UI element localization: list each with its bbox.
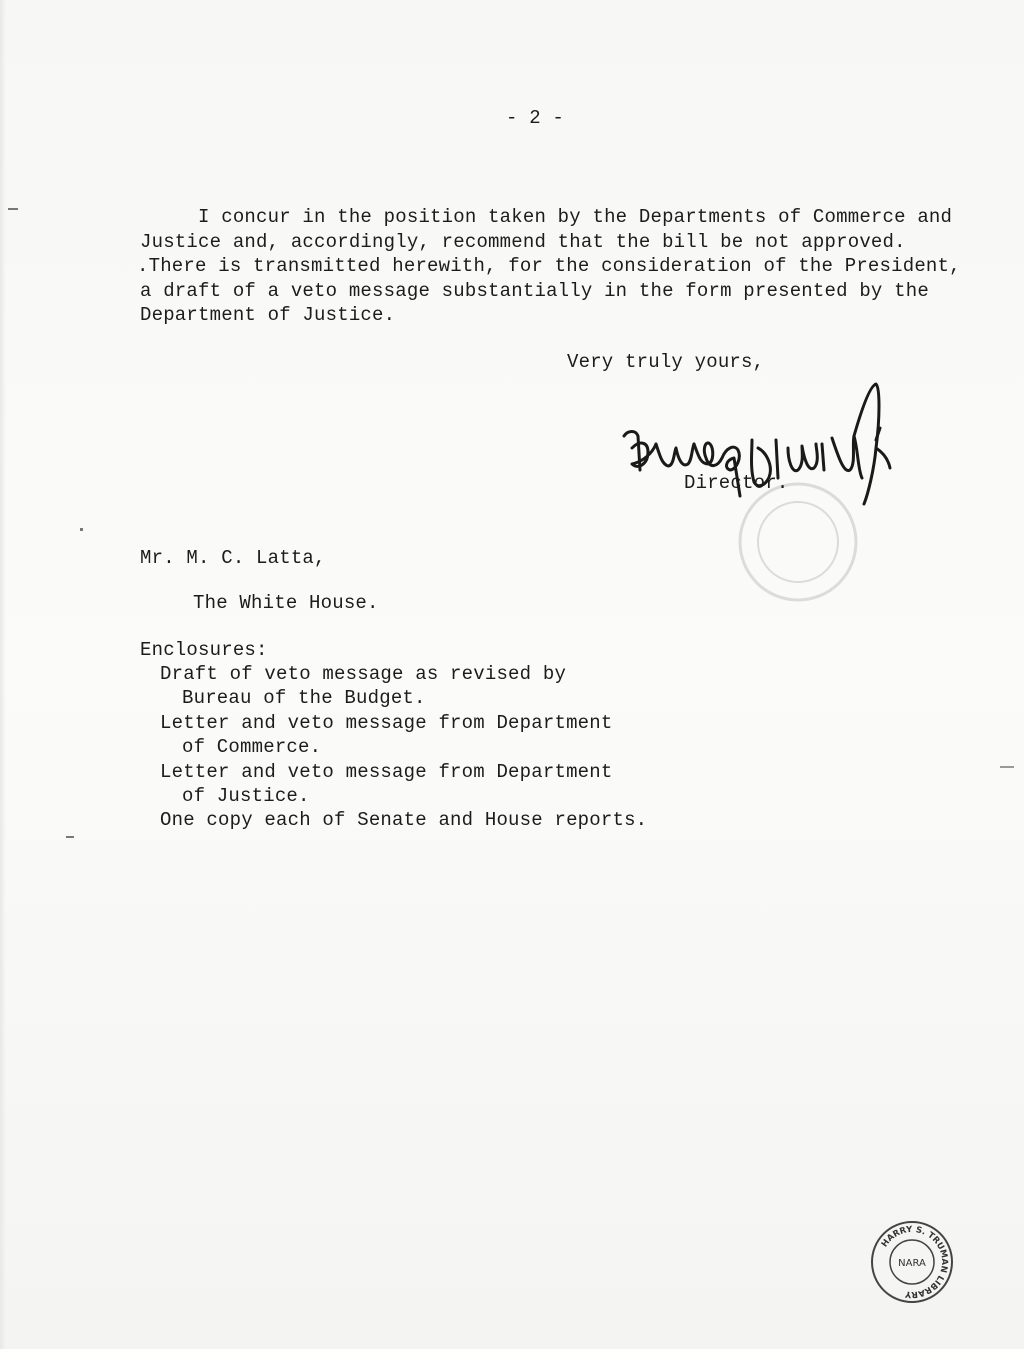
enclosure-item: Letter and veto message from Department bbox=[160, 761, 613, 783]
truman-library-stamp bbox=[870, 1220, 954, 1304]
addressee-organization: The White House. bbox=[193, 592, 379, 614]
enclosures-heading: Enclosures: bbox=[140, 639, 268, 661]
closing-salutation: Very truly yours, bbox=[567, 351, 765, 373]
margin-mark bbox=[80, 528, 83, 531]
body-line: Justice and, accordingly, recommend that the bill be not approved. bbox=[140, 231, 906, 253]
signer-title: Director. bbox=[684, 472, 789, 494]
stamp-center-text: NARA bbox=[898, 1258, 926, 1269]
enclosure-item-continued: of Justice. bbox=[182, 785, 310, 807]
enclosure-item-continued: Bureau of the Budget. bbox=[182, 687, 426, 709]
stamp-ring-text: HARRY S. TRUMAN LIBRARY bbox=[879, 1224, 950, 1300]
page-number: - 2 - bbox=[506, 107, 565, 129]
body-line: I concur in the position taken by the Departments of Commerce and bbox=[140, 206, 953, 228]
body-line: Department of Justice. bbox=[140, 304, 396, 326]
margin-mark bbox=[1000, 766, 1014, 768]
enclosure-item: Draft of veto message as revised by bbox=[160, 663, 567, 685]
enclosure-item-continued: of Commerce. bbox=[182, 736, 322, 758]
page-edge-shadow bbox=[0, 0, 6, 1349]
enclosure-item: One copy each of Senate and House reports. bbox=[160, 809, 648, 831]
body-line: a draft of a veto message substantially in the form presented by the bbox=[140, 280, 929, 302]
enclosure-item: Letter and veto message from Department bbox=[160, 712, 613, 734]
body-line: .There is transmitted herewith, for the consideration of the President, bbox=[137, 255, 961, 277]
addressee-name: Mr. M. C. Latta, bbox=[140, 547, 326, 569]
margin-mark bbox=[8, 208, 18, 210]
margin-mark bbox=[66, 836, 74, 838]
